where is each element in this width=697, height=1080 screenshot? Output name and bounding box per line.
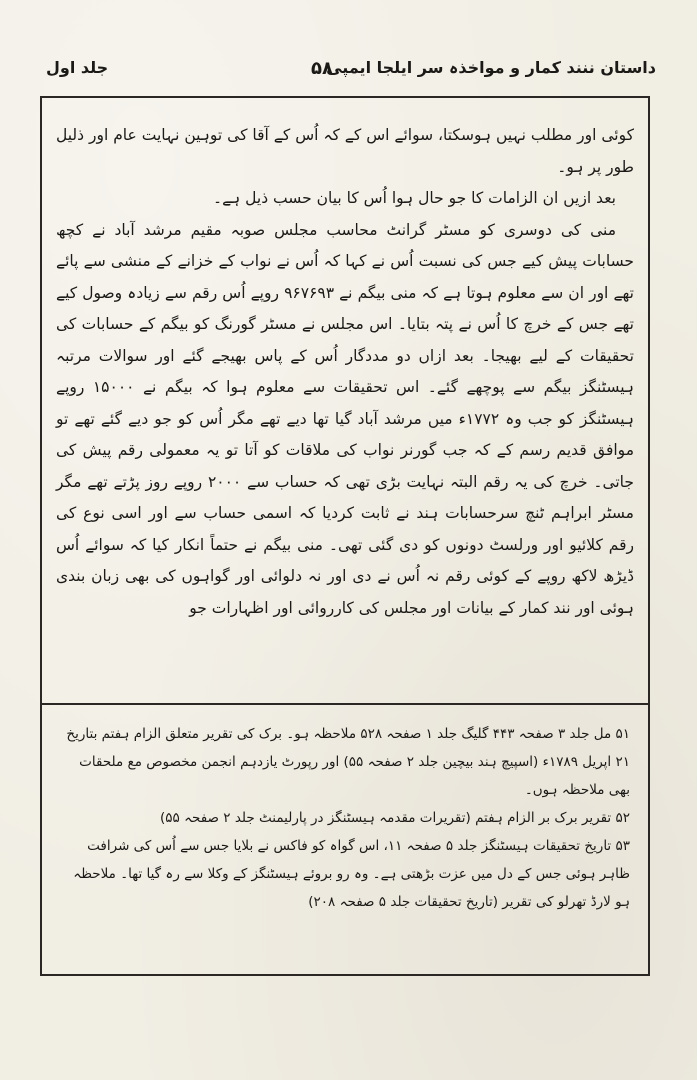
footnote: ۵۳ تاریخ تحقیقات ہیسٹنگز جلد ۵ صفحہ ۱۱، اس گواہ کو فاکس نے بلایا جس سے اُس کی شرافت ظاہر ہوئی جس کے دل میں عزت بڑھتی ہے۔ وہ رو بروئے ہیسٹنگز کے وکلا سے رہ گیا تھا۔ ملاحظہ ہو لارڈ تھرلو کی تقریر (تاریخ تحقیقات جلد ۵ صفحہ ۲۰۸) <box>73 838 630 910</box>
paragraph: بعد ازیں ان الزامات کا جو حال ہوا اُس کا بیان حسب ذیل ہے۔ <box>213 189 616 207</box>
footnotes <box>58 720 630 916</box>
paragraph: منی کی دوسری کو مسٹر گرانٹ محاسب مجلس صوبہ مقیم مرشد آباد نے کچھ حسابات پیش کیے جس کی نسبت اُس نے کہا کہ اُس نے نواب کے خزانے کے منشی سے پائے تھے اور ان سے معلوم ہوتا ہے کہ منی بیگم نے ۹۶۷۶۹۳ روپے اُس رقم سے زیادہ وصول کیے تھے جس کے خرچ کا اُس نے پتہ بتایا۔ اس مجلس نے مسٹر گورنگ کو بیگم کے حسابات کی تحقیقات کے لیے بھیجا۔ بعد ازاں دو مددگار اُس کے پاس بھیجے گئے اور سوالات مرتبہ ہیسٹنگز بیگم سے پوچھے گئے۔ اس تحقیقات سے معلوم ہوا کہ بیگم نے ۱۵۰۰۰ روپے ہیسٹنگز کو جب وہ ۱۷۷۲ء میں مرشد آباد گیا تھا دیے تھے مگر اُس کو جو دیے گئے تھے تو موافق قدیم رسم کے کہ جب گورنر نواب کی ملاقات کو آتا تو یہ معمولی رقم پیش کی جاتی۔ خرچ کی یہ رقم البتہ نہایت بڑی تھی کہ حساب سے ۲۰۰۰ روپے روز پڑتے تھے مگر مسٹر ابراہم ٹنچ سرحسابات ہند نے ثابت کردیا کہ اسمی حساب سے اور اسی نوع کی رقم کلائیو اور ورلسٹ دونوں کو دی گئی تھی۔ منی بیگم نے حتماً انکار کیا کہ سوائے اُس ڈیڑھ لاکھ روپے کے کوئی رقم نہ اُس نے دی اور نہ دلوائی اور گواہوں کی بھی زبان بندی ہوئی اور نند کمار کے بیانات اور مجلس کی کارروائی اور اظہارات جو <box>56 220 634 617</box>
page-header <box>46 58 656 92</box>
paragraph: کوئی اور مطلب نہیں ہوسکتا، سوائے اس کے کہ اُس کے آقا کی توہین نہایت عام اور ذلیل طور پر ہو۔ <box>56 126 634 176</box>
volume-label: جلد اول <box>46 58 109 77</box>
main-text <box>56 120 634 624</box>
text-frame <box>40 96 650 976</box>
footnote: ۵۲ تقریر برک بر الزام ہفتم (تقریرات مقدمہ ہیسٹنگز در پارلیمنٹ جلد ۲ صفحہ ۵۵) <box>159 810 630 826</box>
page-number: ۵۸ <box>311 58 333 79</box>
footnote: ۵۱ مل جلد ۳ صفحہ ۴۴۳ گلیگ جلد ۱ صفحہ ۵۲۸ ملاحظہ ہو۔ برک کی تقریر متعلق الزام ہفتم بتاریخ ۲۱ اپریل ۱۷۸۹ء (اسپیچ ہند بیچین جلد ۲ صفحہ ۵۵) اور رپورٹ یازدہم انجمن مخصوص مع ملحقات بھی ملاحظہ ہوں۔ <box>66 726 630 798</box>
footnote-divider <box>42 703 648 705</box>
book-title: داستان ننند کمار و مواخذہ سر ایلجا ایمپی <box>326 58 656 77</box>
